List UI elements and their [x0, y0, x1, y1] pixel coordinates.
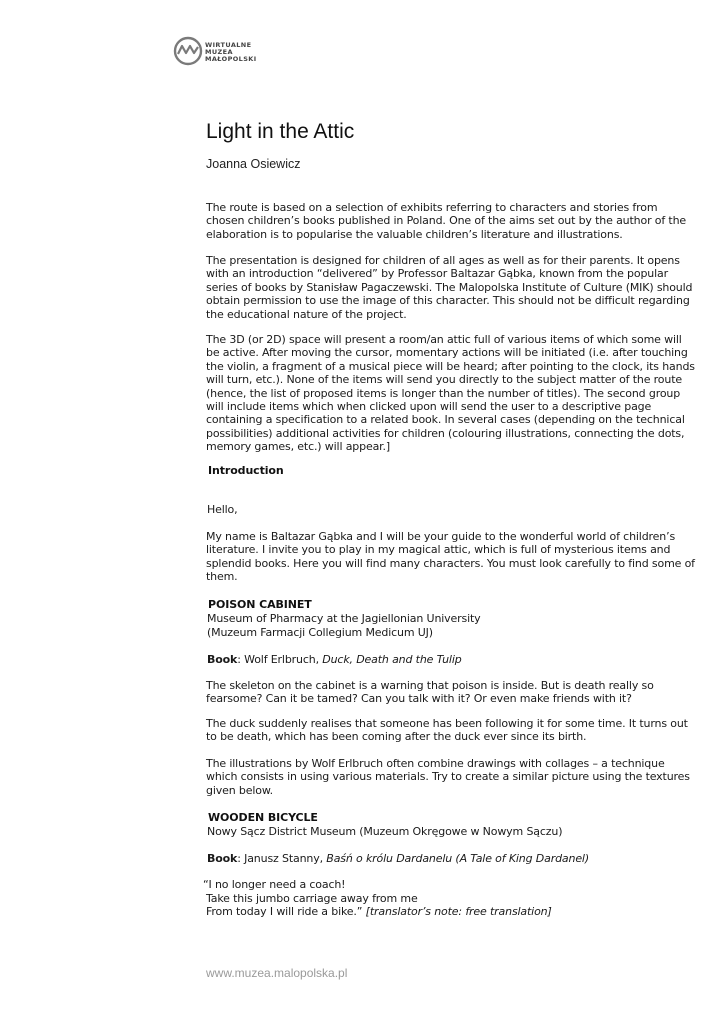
- poison-cabinet-heading: POISON CABINET: [208, 598, 312, 611]
- logo-line-3: MAŁOPOLSKI: [205, 55, 257, 64]
- intro-paragraph-1: The route is based on a selection of exhibits referring to characters and stories from chosen children’s books published in Poland. One of the aims set out by the author of the elaboration is to popularise the valuable children’s literature and illustrations.: [206, 201, 687, 241]
- logo-line-2: MUZEA: [205, 48, 233, 57]
- translator-note: [translator’s note: free translation]: [365, 905, 552, 918]
- document-title: Light in the Attic: [206, 120, 355, 143]
- book-title: Baśń o królu Dardanelu (A Tale of King Dardanel): [326, 852, 589, 865]
- book-author: : Wolf Erlbruch,: [237, 653, 323, 666]
- poison-cabinet-museum: Museum of Pharmacy at the Jagiellonian University: [207, 612, 481, 625]
- wooden-bicycle-heading: WOODEN BICYCLE: [208, 811, 318, 824]
- wooden-bicycle-book: [207, 852, 589, 865]
- quote-line-3: [206, 905, 552, 918]
- poison-cabinet-paragraph-1: The skeleton on the cabinet is a warning that poison is inside. But is death really so fearsome? Can it be tamed? Can you talk with it? Or even make friends with it?: [206, 679, 654, 706]
- introduction-text: My name is Baltazar Gąbka and I will be your guide to the wonderful world of children’s literature. I invite you to play in my magical attic, which is full of mysterious items and splendid books. Here you will find many characters. You must look carefully to find some of them.: [206, 530, 695, 584]
- greeting: Hello,: [207, 503, 238, 516]
- logo-line-1: WIRTUALNE: [205, 41, 252, 49]
- poison-cabinet-paragraph-3: The illustrations by Wolf Erlbruch often combine drawings with collages – a technique which consists in using various materials. Try to create a similar picture using the textures given below.: [206, 757, 690, 797]
- quote-line-2: Take this jumbo carriage away from me: [206, 892, 418, 905]
- poison-cabinet-museum-pl: (Muzeum Farmacji Collegium Medicum UJ): [207, 626, 433, 639]
- intro-paragraph-2: The presentation is designed for children of all ages as well as for their parents. It opens with an introduction “delivered” by Professor Baltazar Gąbka, known from the popular series of books by Stanisław Pagaczewski. The Malopolska Institute of Culture (MIK) should obtain permission to use the image of this character. This should not be difficult regarding the educational nature of the project.: [206, 254, 693, 321]
- quote-line-3-text: From today I will ride a bike.”: [206, 905, 366, 918]
- introduction-heading: Introduction: [208, 464, 284, 477]
- logo-wordmark: [205, 42, 257, 64]
- document-author: Joanna Osiewicz: [206, 157, 301, 171]
- book-label: Book: [207, 653, 238, 666]
- poison-cabinet-book: [207, 653, 462, 666]
- intro-paragraph-3: The 3D (or 2D) space will present a room/an attic full of various items of which some will be active. After moving the cursor, momentary actions will be initiated (i.e. after touching the violin, a fragment of a musical piece will be heard; after pointing to the clock, its hands will turn, etc.). None of the items will send you directly to the subject matter of the route (hence, the list of proposed items is longer than the number of titles). The second group will include items which when clicked upon will send the user to a descriptive page containing a specification to a related book. In several cases (depending on the technical possibilities) additional activities for children (colouring illustrations, connecting the dots, memory games, etc.) will appear.]: [206, 333, 695, 454]
- poison-cabinet-paragraph-2: The duck suddenly realises that someone has been following it for some time. It turns out to be death, which has been coming after the duck ever since its birth.: [206, 717, 688, 744]
- book-title: Duck, Death and the Tulip: [322, 653, 462, 666]
- wooden-bicycle-museum: Nowy Sącz District Museum (Muzeum Okręgowe w Nowym Sączu): [207, 825, 563, 838]
- book-label: Book: [207, 852, 238, 865]
- quote-line-1: “I no longer need a coach!: [203, 878, 346, 891]
- footer-url: www.muzea.malopolska.pl: [206, 966, 348, 980]
- book-author: : Janusz Stanny,: [237, 852, 327, 865]
